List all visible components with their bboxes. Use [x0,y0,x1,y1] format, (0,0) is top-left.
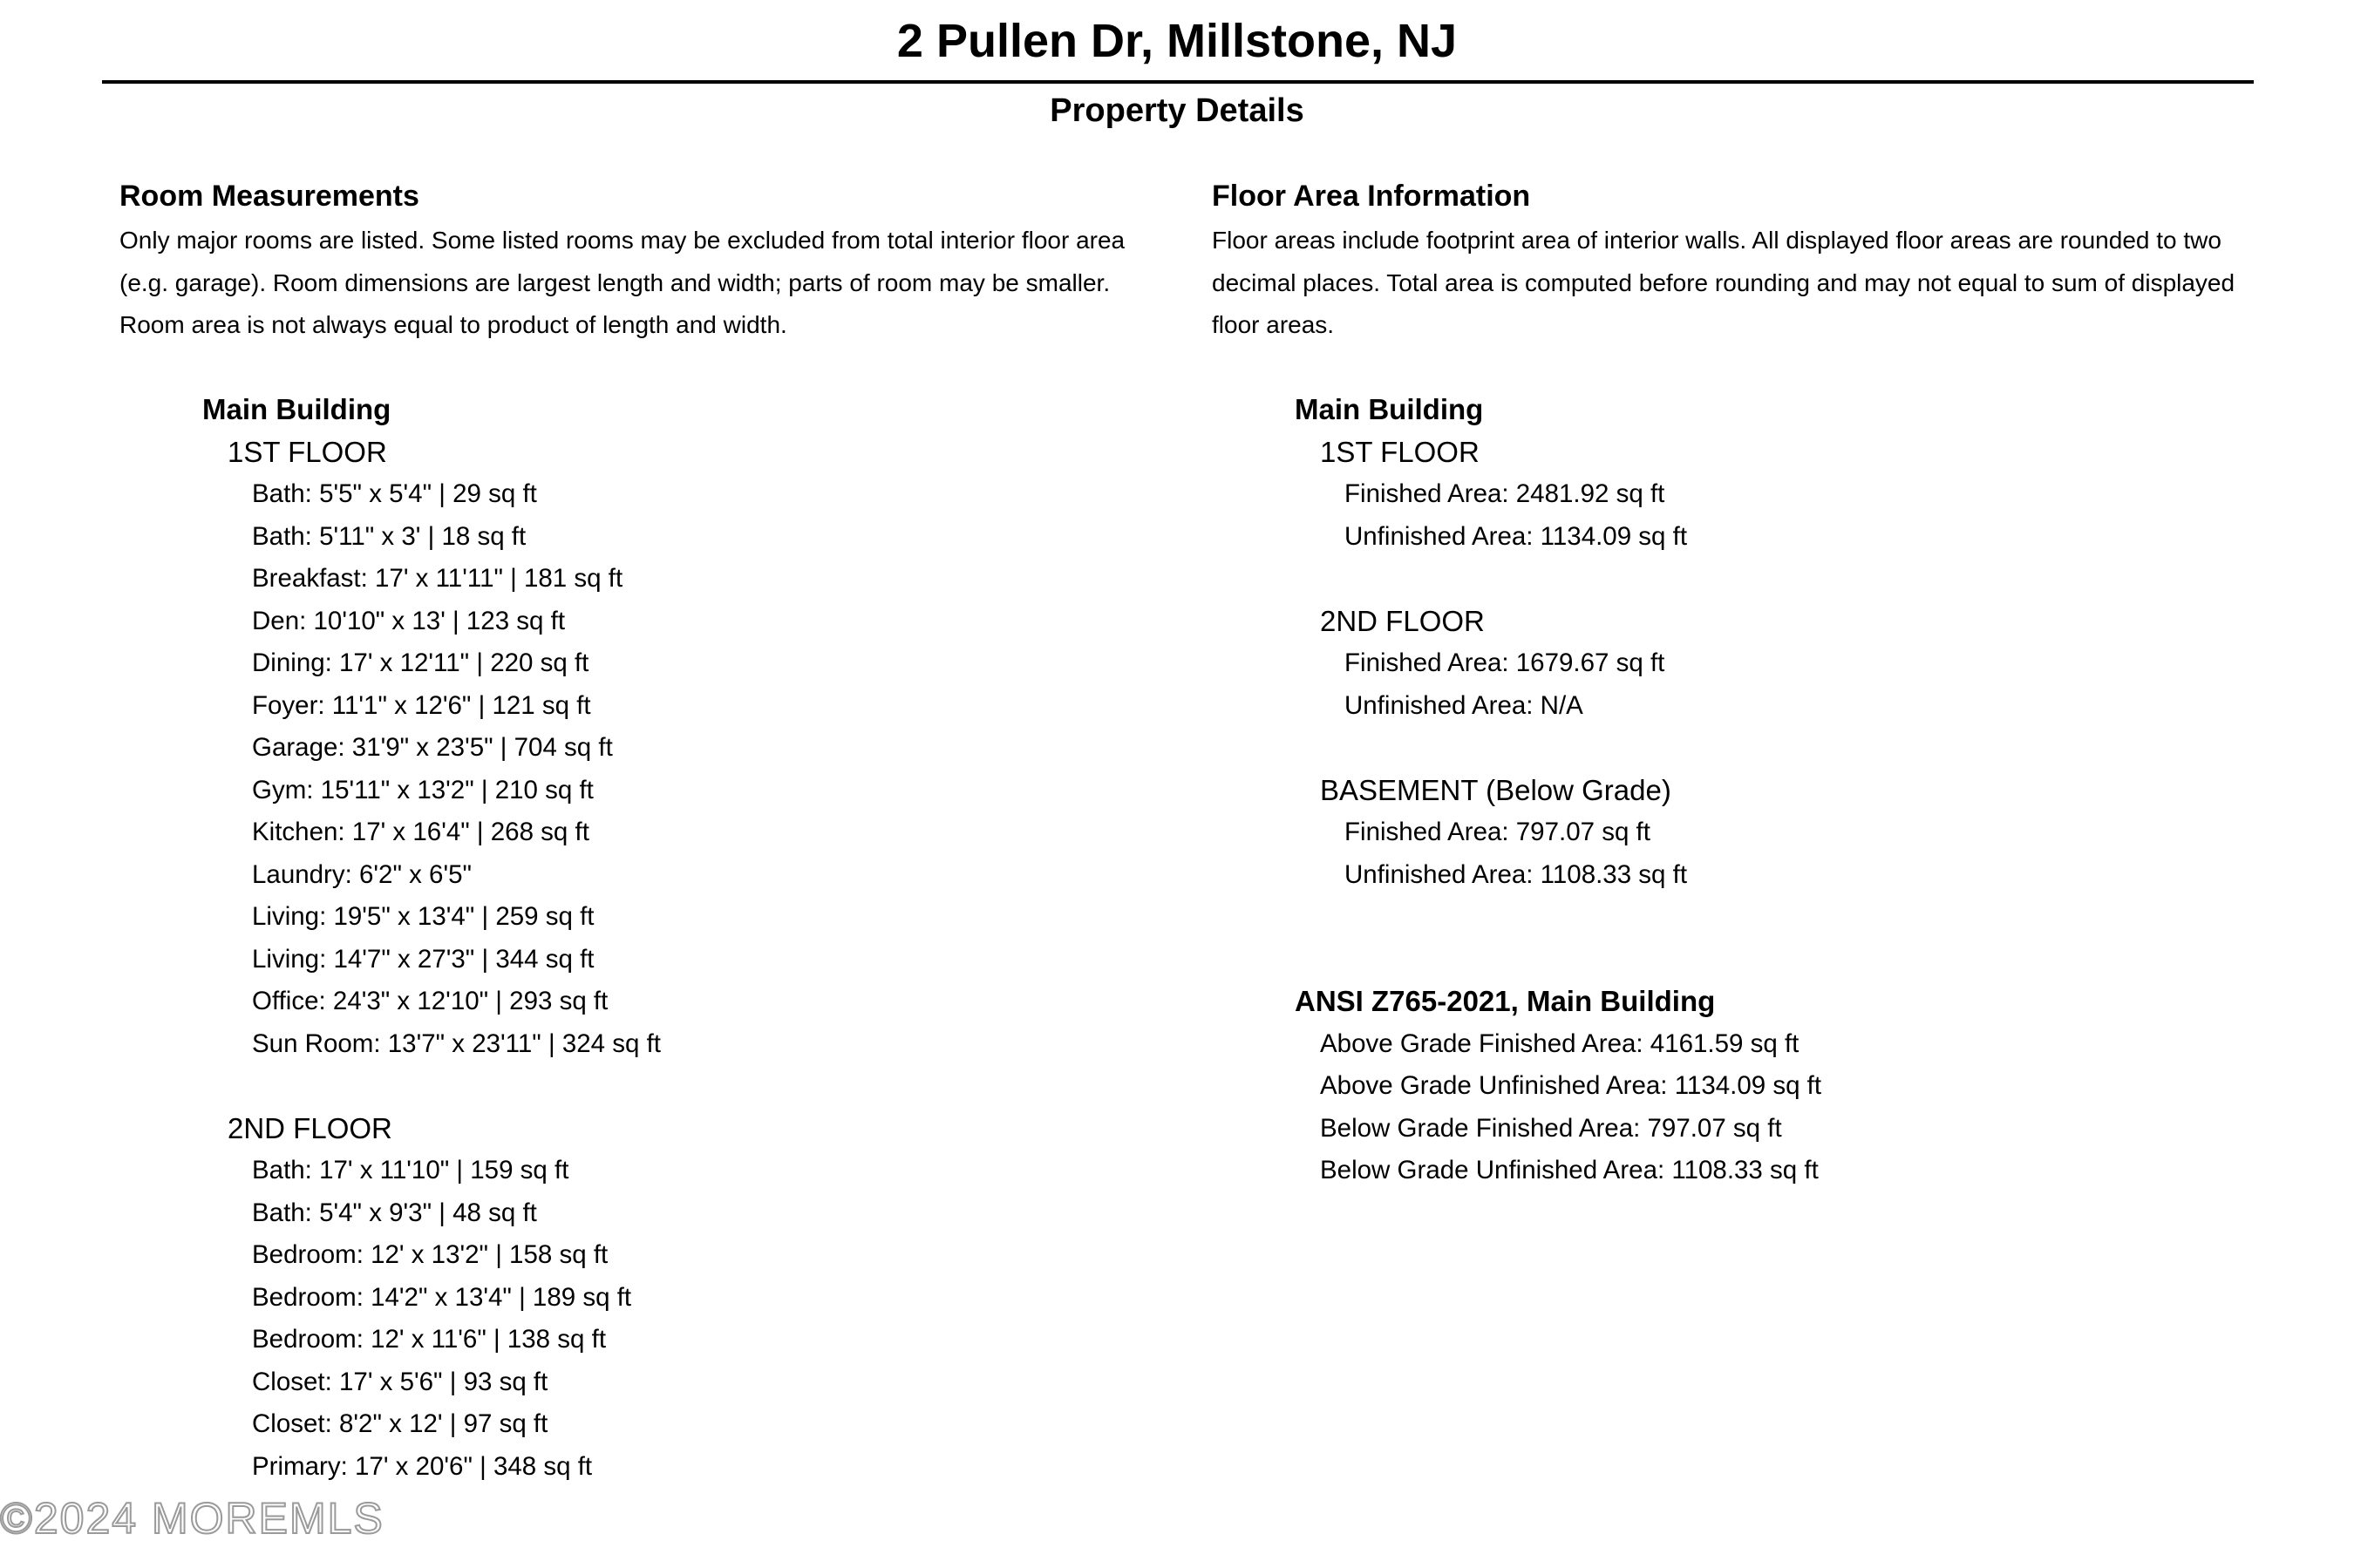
spacer [1212,727,2276,770]
room-item: Dining: 17' x 12'11" | 220 sq ft [252,648,589,677]
room-item: Closet: 8'2" x 12' | 97 sq ft [252,1409,548,1438]
note-line: decimal places. Total area is computed before rounding and may not equal to sum of displayed [1212,268,2235,296]
room-item: Bedroom: 12' x 13'2" | 158 sq ft [252,1240,609,1269]
room-item: Bath: 5'5" x 5'4" | 29 sq ft [252,479,537,508]
room-item: Laundry: 6'2" x 6'5" [252,859,472,889]
room-item: Closet: 17' x 5'6" | 93 sq ft [252,1367,548,1396]
floor-area-note [1212,220,2276,347]
room-item: Living: 14'7" x 27'3" | 344 sq ft [252,944,595,974]
spacer [1212,347,2276,390]
floor-area-section [1212,173,2276,1192]
note-line: Only major rooms are listed. Some listed rooms may be excluded from total interior floor area [119,227,1126,254]
building-heading: Main Building [1295,393,1484,425]
ansi-item: Above Grade Unfinished Area: 1134.09 sq ft [1320,1071,1822,1100]
ansi-heading: ANSI Z765-2021, Main Building [1295,985,1716,1017]
copyright-watermark: ©2024 MOREMLS [0,1494,384,1543]
room-item: Foyer: 11'1" x 12'6" | 121 sq ft [252,690,591,720]
floor-heading-2nd: 2ND FLOOR [228,1111,392,1144]
room-item: Gym: 15'11" x 13'2" | 210 sq ft [252,775,594,804]
unfinished-area: Unfinished Area: 1108.33 sq ft [1344,859,1688,889]
room-item: Breakfast: 17' x 11'11" | 181 sq ft [252,564,623,593]
room-measurements-section [119,173,1166,1488]
room-item: Office: 24'3" x 12'10" | 293 sq ft [252,987,609,1015]
ansi-item: Above Grade Finished Area: 4161.59 sq ft [1320,1028,1800,1058]
room-measurements-note [119,220,1166,347]
room-measurements-heading: Room Measurements [119,180,419,213]
room-item: Kitchen: 17' x 16'4" | 268 sq ft [252,818,589,846]
note-line: Floor areas include footprint area of interior walls. All displayed floor areas are rounded to two [1212,227,2221,254]
room-item: Bedroom: 14'2" x 13'4" | 189 sq ft [252,1282,632,1312]
room-item: Bedroom: 12' x 11'6" | 138 sq ft [252,1325,607,1354]
finished-area: Finished Area: 2481.92 sq ft [1344,479,1665,508]
room-item: Primary: 17' x 20'6" | 348 sq ft [252,1451,593,1481]
room-item: Bath: 5'11" x 3' | 18 sq ft [252,521,527,551]
floor-heading-2nd: 2ND FLOOR [1320,604,1485,637]
room-item: Garage: 31'9" x 23'5" | 704 sq ft [252,733,613,762]
room-item: Den: 10'10" x 13' | 123 sq ft [252,606,566,635]
page-title: 2 Pullen Dr, Millstone, NJ [896,15,1458,67]
floor-area-heading: Floor Area Information [1212,180,1531,213]
page-subtitle: Property Details [1050,92,1304,129]
note-line: floor areas. [1212,311,1335,338]
spacer [1212,896,2276,981]
title-divider [102,80,2254,84]
room-item: Living: 19'5" x 13'4" | 259 sq ft [252,902,595,931]
floor-heading-1st: 1ST FLOOR [228,435,387,468]
note-line: (e.g. garage). Room dimensions are largest length and width; parts of room may be smaller. [119,268,1111,296]
room-item: Bath: 17' x 11'10" | 159 sq ft [252,1156,569,1184]
room-item: Sun Room: 13'7" x 23'11" | 324 sq ft [252,1028,661,1058]
spacer [119,1065,1166,1108]
ansi-item: Below Grade Finished Area: 797.07 sq ft [1320,1113,1782,1143]
finished-area: Finished Area: 1679.67 sq ft [1344,648,1665,677]
unfinished-area: Unfinished Area: 1134.09 sq ft [1344,521,1688,551]
spacer [119,347,1166,390]
building-heading: Main Building [202,393,391,425]
floor-heading-basement: BASEMENT (Below Grade) [1320,773,1671,806]
spacer [1212,558,2276,601]
room-item: Bath: 5'4" x 9'3" | 48 sq ft [252,1198,537,1227]
finished-area: Finished Area: 797.07 sq ft [1344,818,1650,846]
floor-heading-1st: 1ST FLOOR [1320,435,1480,468]
unfinished-area: Unfinished Area: N/A [1344,690,1583,720]
ansi-item: Below Grade Unfinished Area: 1108.33 sq ft [1320,1156,1819,1184]
note-line: Room area is not always equal to product of length and width. [119,311,787,338]
